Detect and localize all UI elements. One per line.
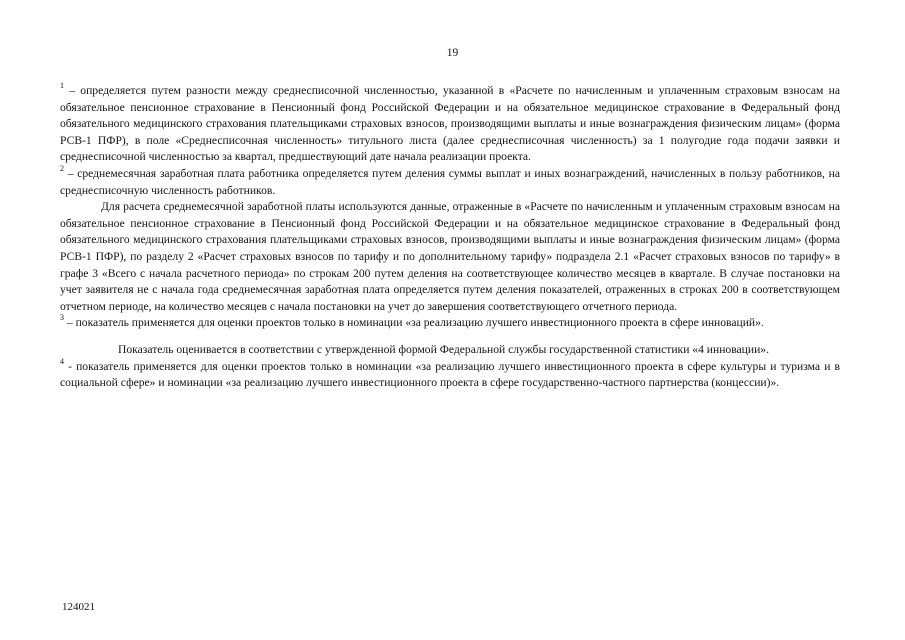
footnote-3-text: – показатель применяется для оценки проектов только в номинации «за реализацию лучшего инвестиционного проекта в сфере инноваций». (64, 316, 764, 330)
footnote-2-text: – среднемесячная заработная плата работника определяется путем деления суммы выплат и иных вознаграждений, начисленных в пользу работников, на среднесписочную численность работников. (60, 166, 840, 197)
footnote-1-mark: 1 (60, 81, 64, 91)
footnote-2-mark: 2 (60, 164, 64, 174)
page-number: 19 (446, 47, 459, 59)
footnote-1-text: – определяется путем разности между среднесписочной численностью, указанной в «Расчете по начисленным и уплаченным страховым взносам на обязательное пенсионное страхование в Пенсионный фонд Российской Федерации и на обязательное медицинское страхование в Федеральный фонд обязательного медицинского страхования плательщиками страховых взносов, производящими выплаты и иные вознаграждения физическим лицам» (форма РСВ-1 ПФР), в поле «Среднесписочная численность» титульного листа (далее среднесписочная численность) за 1 полугодие года подачи заявки и среднесписочной численностью за квартал, предшествующий дате начала реализации проекта. (60, 84, 840, 164)
footnote-4-text: - показатель применяется для оценки проектов только в номинации «за реализацию лучшего инвестиционного проекта в сфере культуры и туризма и в социальной сфере» и номинации «за реализацию лучшего инвестиционного проекта в сфере государственно-частного партнерства (концессии)». (60, 359, 840, 390)
footnote-3 (60, 315, 840, 332)
footnote-3-mark: 3 (60, 313, 64, 323)
footnotes-block (60, 83, 840, 392)
footnote-4-mark: 4 (60, 356, 64, 366)
footnote-3-detail: Показатель оценивается в соответствии с утвержденной формой Федеральной службы государственной статистики «4 инновации». (118, 342, 769, 356)
footnote-2 (60, 166, 840, 199)
document-code: 124021 (62, 601, 95, 613)
footnote-1 (60, 83, 840, 166)
footnote-4 (60, 356, 840, 392)
footnote-2-detail: Для расчета среднемесячной заработной платы используются данные, отраженные в «Расчете по начисленным и уплаченным страховым взносам на обязательное пенсионное страхование в Пенсионный фонд Российской Федерации и на обязательное медицинское страхование в Федеральный фонд обязательного медицинского страхования плательщиками страховых взносов, производящими выплаты и иные вознаграждения физическим лицам» (форма РСВ-1 ПФР), по разделу 2 «Расчет страховых взносов по тарифу и по дополнительному тарифу» подраздела 2.1 «Расчет страховых взносов по тарифу» в графе 3 «Всего с начала расчетного периода» по строкам 200 путем деления на соответствующее количество месяцев в квартале. В случае постановки на учет заявителя не с начала года среднемесячная заработная плата определяется путем деления показателей, отраженных в строках 200 в соответствующем отчетном периоде, на количество месяцев с начала постановки на учет до завершения соответствующего отчетного периода. (60, 200, 840, 313)
